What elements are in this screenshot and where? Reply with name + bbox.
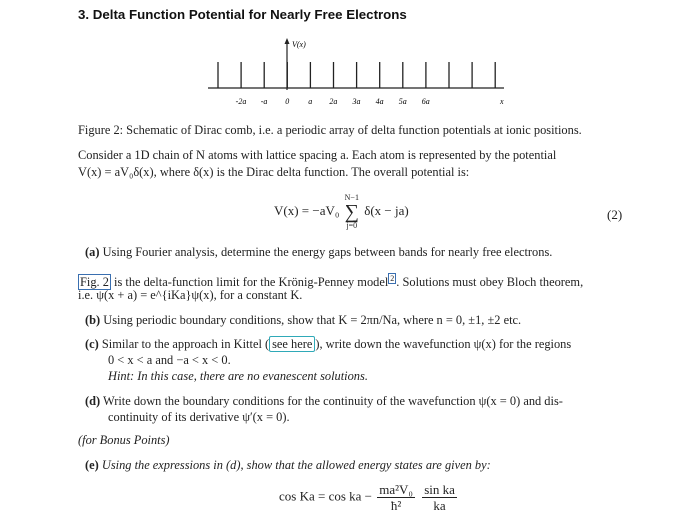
tick-label: -2a: [235, 97, 247, 106]
v-axis-arrow-icon: [285, 38, 290, 44]
part-c-text-1: Similar to the approach in Kittel (: [101, 337, 270, 351]
part-a-text: Using Fourier analysis, determine the energy gaps between bands for nearly free electrons.: [102, 245, 553, 259]
fraction-1-numerator: ma²V₀: [379, 482, 413, 497]
section-heading: 3. Delta Function Potential for Nearly Free Electrons: [78, 7, 407, 22]
part-b: [85, 312, 630, 329]
part-e-label: (e): [85, 458, 99, 472]
fig-ref-link[interactable]: Fig. 2: [80, 275, 109, 290]
v-axis-label: V(x): [292, 40, 306, 49]
energy-equation: [279, 482, 459, 513]
part-d-label: (d): [85, 394, 101, 408]
part-e-text: Using the expressions in (d), show that the allowed energy states are given by:: [101, 458, 491, 472]
part-d-line-1: Write down the boundary conditions for the continuity of the wavefunction ψ(x = 0) and dis-: [103, 394, 563, 408]
note-text-2: . Solutions must obey Bloch theorem,: [396, 275, 584, 290]
part-d-line-2: continuity of its derivative ψ′(x = 0).: [108, 410, 290, 424]
potential-equation: [274, 193, 409, 231]
fraction-2-denominator: ka: [433, 498, 446, 513]
part-e: [85, 457, 630, 474]
part-c-line-2: 0 < x < a and −a < x < 0.: [108, 353, 231, 367]
delta-spikes: [218, 62, 495, 88]
note-line-2: i.e. ψ(x + a) = e^{iKa}ψ(x), for a constant K.: [78, 288, 303, 302]
fraction-1: [377, 482, 415, 513]
note-text-1: is the delta-function limit for the Krönig-Penney model: [110, 275, 389, 290]
intro-line-1: Consider a 1D chain of N atoms with lattice spacing a. Each atom is represented by the potential: [78, 148, 557, 162]
part-c: [85, 336, 630, 353]
tick-labels: [236, 97, 430, 106]
part-a: [85, 244, 630, 261]
tick-label: 0: [285, 97, 290, 106]
tick-label: a: [308, 97, 313, 106]
x-axis-label: x: [500, 97, 504, 106]
tick-label: 4a: [375, 97, 384, 106]
figure-caption: Figure 2: Schematic of Dirac comb, i.e. a periodic array of delta function potentials at ionic positions.: [78, 123, 582, 137]
dirac-comb-figure: [200, 32, 520, 112]
fraction-1-denominator: ħ²: [390, 498, 402, 513]
part-a-label: (a): [85, 245, 100, 259]
tick-label: 6a: [421, 97, 430, 106]
tick-label: 3a: [352, 97, 361, 106]
part-c-text-2: ), write down the wavefunction ψ(x) for the regions: [315, 337, 572, 351]
part-b-label: (b): [85, 313, 101, 327]
part-d: [85, 393, 630, 410]
part-c-hint: Hint: In this case, there are no evanescent solutions.: [108, 369, 368, 383]
fraction-2-numerator: sin ka: [424, 482, 455, 497]
equation-lhs: V(x) = −aV₀: [274, 202, 340, 218]
part-b-text: Using periodic boundary conditions, show that K = 2πn/Na, where n = 0, ±1, ±2 etc.: [103, 313, 522, 327]
see-here-link[interactable]: see here: [269, 336, 315, 352]
sum-lower-limit: j=0: [346, 221, 358, 230]
part-c-label: (c): [85, 337, 99, 351]
sum-symbol: N−1 ∑ j=0: [344, 193, 359, 230]
sum-upper-limit: N−1: [344, 193, 359, 202]
fraction-2: [422, 482, 457, 513]
tick-label: -a: [260, 97, 268, 106]
final-eq-lhs: cos Ka = cos ka −: [279, 488, 372, 504]
tick-label: 2a: [329, 97, 338, 106]
equation-rhs: δ(x − ja): [364, 202, 409, 218]
bonus-heading: (for Bonus Points): [78, 433, 170, 447]
equation-number: (2): [607, 207, 623, 222]
footnote-link[interactable]: 2: [390, 274, 395, 283]
intro-line-2: V(x) = aV₀δ(x), where δ(x) is the Dirac delta function. The overall potential is:: [78, 165, 470, 179]
tick-label: 5a: [398, 97, 407, 106]
